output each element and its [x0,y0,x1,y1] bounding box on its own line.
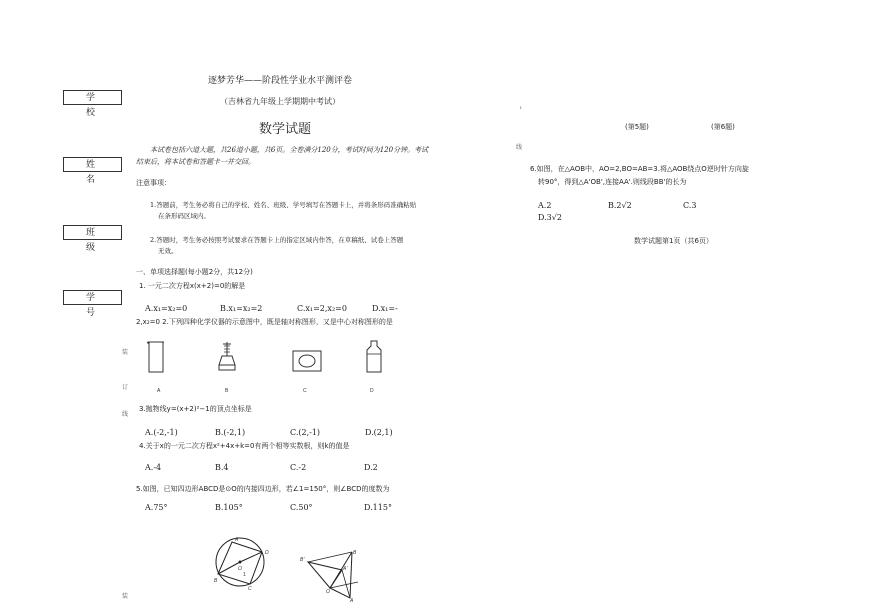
binding-mark: 订 [122,384,129,391]
figure-label-d: D [370,388,374,394]
beaker-figure [146,340,166,375]
alcohol-lamp-figure [216,340,238,375]
q6-option-d: D.3√2 [538,213,562,222]
q1-option-c: C.x₁=2,x₂=0 [297,304,347,313]
q6-label-ap: A' [343,566,348,572]
q6-option-c: C.3 [683,201,697,210]
intro-line-2: 结束后，将本试卷和答题卡一并交回。 [136,158,255,166]
q5-option-c: C.50° [290,503,313,512]
note-1a: 1.答题前，考生务必将自己的学校、姓名、班级、学号填写在答题卡上，并将条形码准确粘贴 [150,201,417,209]
student-number-label: 学 号 [63,290,122,305]
q5-option-b: B.105° [215,503,243,512]
question-3: 3.抛物线y=(x+2)²−1的顶点坐标是 [139,405,252,413]
question-5: 5.如图，已知四边形ABCD是⊙O的内接四边形，若∠1=150°，则∠BCD的度数为 [136,485,390,493]
binding-mark: 装 [122,349,129,356]
q4-option-a: A.-4 [145,463,162,472]
q6-triangle-figure [300,548,362,602]
q3-option-c: C.(2,-1) [290,428,321,437]
binding-mark: 线 [516,144,523,151]
q6-label-bp: B' [300,557,305,563]
question-4: 4.关于x的一元二次方程x²+4x+k=0有两个相等实数根，则k的值是 [139,442,350,450]
q5-option-d: D.115° [364,503,392,512]
q6-label-a: A [350,598,354,604]
q6-option-a: A.2 [538,201,552,210]
q1-option-a: A.x₁=x₂=0 [145,304,188,313]
q5-label-a: A [235,537,239,543]
q3-option-b: B.(-2,1) [215,428,246,437]
q4-option-c: C.-2 [290,463,307,472]
page-footer: 数学试题第1页（共6页） [634,237,713,245]
q1-option-b: B.x₁=x₂=2 [220,304,263,313]
q4-option-d: D.2 [364,463,378,472]
subject-title: 数学试题 [259,122,312,137]
note-2b: 无效。 [158,247,178,255]
question-6b: 转90°，得到△A'OB',连接AA'.则线段BB'的长为 [538,178,687,186]
q1-option-d: D.x₁=- [372,304,398,313]
section-1-title: 一、单项选择题(每小题2分，共12分) [136,268,253,276]
figure-label-b: B [225,388,229,394]
q5-label-1: 1 [243,572,246,578]
reagent-bottle-figure [365,340,383,375]
intro-line-1: 本试卷包括六道大题，共26道小题，共6页。全卷满分120分，考试时间为120分钟。考试 [150,146,429,154]
notes-title: 注意事项： [136,179,171,187]
figure-label-c: C [303,388,307,394]
margin-dot: ı [520,105,522,111]
note-2a: 2.答题时，考生务必按照考试要求在答题卡上的指定区域内作答，在草稿纸、试卷上答题 [150,236,404,244]
q5-label-o: O [238,566,242,572]
school-label: 学 校 [63,90,122,105]
q3-option-a: A.(-2,-1) [145,428,178,437]
q5-label-d: D [265,550,269,556]
q5-option-a: A.75° [145,503,168,512]
evaporating-dish-figure [292,350,322,372]
q4-option-b: B.4 [215,463,229,472]
fig6-caption: (第6题) [711,123,735,131]
binding-mark: 线 [122,411,129,418]
q6-label-b: B [353,550,357,556]
note-1b: 在条形码区域内。 [158,212,210,220]
q3-option-d: D.(2,1) [365,428,393,437]
exam-subtitle: （吉林省九年级上学期期中考试） [220,97,340,106]
question-6a: 6.如图，在△AOB中，AO=2,BO=AB=3.将△AOB绕点O逆时针方向旋 [530,165,749,173]
question-1: 1. 一元二次方程x(x+2)=0的解是 [139,282,246,290]
q6-label-o: O [326,589,330,595]
q5-label-b: B [214,578,218,584]
name-label: 姓 名 [63,157,122,172]
question-2: 2,x₂=0 2.下列四种化学仪器的示意图中，既是轴对称图形，又是中心对称图形的是 [136,318,393,326]
fig5-caption: (第5题) [625,123,649,131]
class-label: 班 级 [63,225,122,240]
binding-mark: 装 [122,593,129,600]
exam-title: 逐梦芳华——阶段性学业水平测评卷 [208,76,353,86]
q6-option-b: B.2√2 [608,201,632,210]
figure-label-a: A [157,388,161,394]
q5-label-c: C [248,586,252,592]
